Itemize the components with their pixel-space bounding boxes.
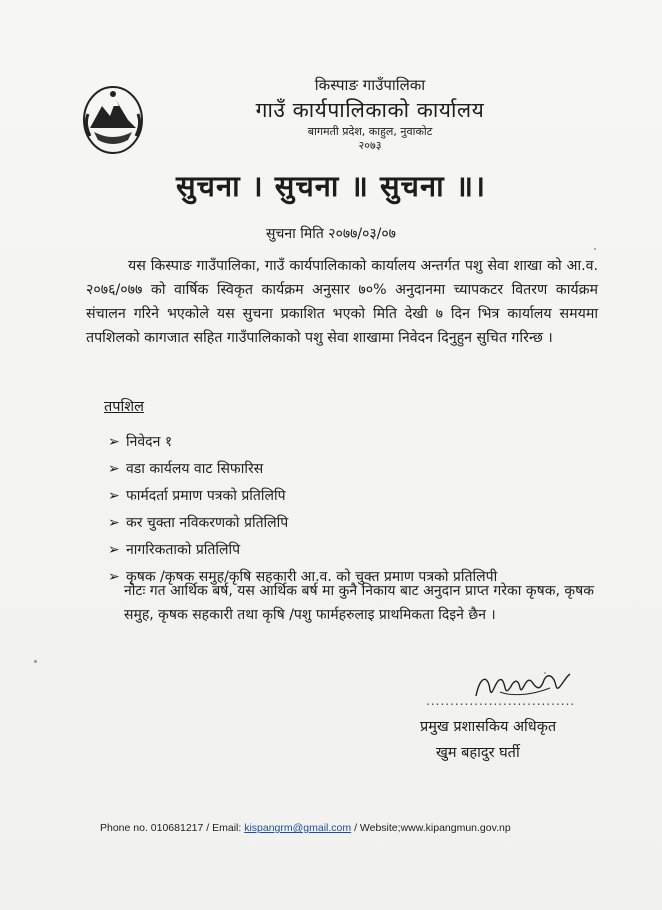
arrow-bullet-icon: ➢ bbox=[108, 569, 120, 585]
municipality-name: किस्पाङ गाउँपालिका bbox=[314, 76, 426, 94]
letterhead bbox=[180, 74, 560, 153]
footer-email-link[interactable]: kispangrm@gmail.com bbox=[244, 822, 352, 834]
nepal-government-emblem-icon bbox=[82, 84, 144, 156]
paper-speck bbox=[34, 660, 37, 663]
signatory-name: खुम बहादुर घर्ती bbox=[436, 745, 520, 761]
list-item: ➢ निवेदन १ bbox=[108, 430, 608, 454]
list-item: ➢ नागरिकताको प्रतिलिपि bbox=[108, 538, 608, 562]
arrow-bullet-icon: ➢ bbox=[108, 542, 120, 558]
notice-body: यस किस्पाङ गाउँपालिका, गाउँ कार्यपालिकाको कार्यालय अन्तर्गत पशु सेवा शाखा को आ.व. २०७६/०७७ को वार्षिक स्विकृत कार्यक्रम अनुसार ७०% अनुदानमा च्यापकटर वितरण कार्यक्रम संचालन गरिने भएकोले यस सुचना प्रकाशित भएको मिति देखी ७ दिन भित्र कार्यालय समयमा तपशिलको कागजात सहित गाउँपालिकाको पशु सेवा शाखामा निवेदन दिनुहुन सुचित गरिन्छ । bbox=[86, 258, 598, 346]
paper-speck bbox=[594, 248, 596, 250]
contact-footer bbox=[100, 822, 511, 834]
footer-website: / Website;www.kipangmun.gov.np bbox=[351, 822, 511, 834]
arrow-bullet-icon: ➢ bbox=[108, 461, 120, 477]
office-address: बागमती प्रदेश, काहुल, नुवाकोट bbox=[307, 125, 433, 138]
notice-date: सुचना मिति २०७७/०३/०७ bbox=[266, 226, 396, 242]
footer-phone: Phone no. 010681217 / Email: bbox=[100, 822, 245, 834]
office-name: गाउँ कार्यपालिकाको कार्यालय bbox=[255, 98, 485, 122]
list-item: ➢ फार्मदर्ता प्रमाण पत्रको प्रतिलिपि bbox=[108, 484, 608, 508]
list-item: ➢ वडा कार्यलय वाट सिफारिस bbox=[108, 457, 608, 481]
arrow-bullet-icon: ➢ bbox=[108, 434, 120, 450]
details-heading: तपशिल bbox=[104, 399, 144, 415]
paper-speck bbox=[544, 672, 546, 674]
signature-line: ............................... bbox=[426, 694, 576, 708]
establishment-year: २०७३ bbox=[358, 139, 382, 152]
requirements-list bbox=[108, 430, 608, 592]
list-item: ➢ कृषक /कृषक समुह/कृषि सहकारी आ.व. को चुक्त प्रमाण पत्रको प्रतिलिपी bbox=[108, 565, 608, 589]
list-item: ➢ कर चुक्ता नविकरणको प्रतिलिपि bbox=[108, 511, 608, 535]
priority-note: नोटः गत आर्थिक बर्ष, यस आर्थिक बर्ष मा कुनै निकाय बाट अनुदान प्राप्त गरेका कृषक, कृषक समुह, कृषक सहकारी तथा कृषि /पशु फार्महरुलाइ प्राथमिकता दिइने छैन । bbox=[124, 583, 594, 623]
notice-title: सुचना । सुचना ॥ सुचना ॥। bbox=[175, 169, 487, 203]
arrow-bullet-icon: ➢ bbox=[108, 515, 120, 531]
arrow-bullet-icon: ➢ bbox=[108, 488, 120, 504]
signatory-title: प्रमुख प्रशासकिय अधिकृत bbox=[420, 719, 557, 735]
